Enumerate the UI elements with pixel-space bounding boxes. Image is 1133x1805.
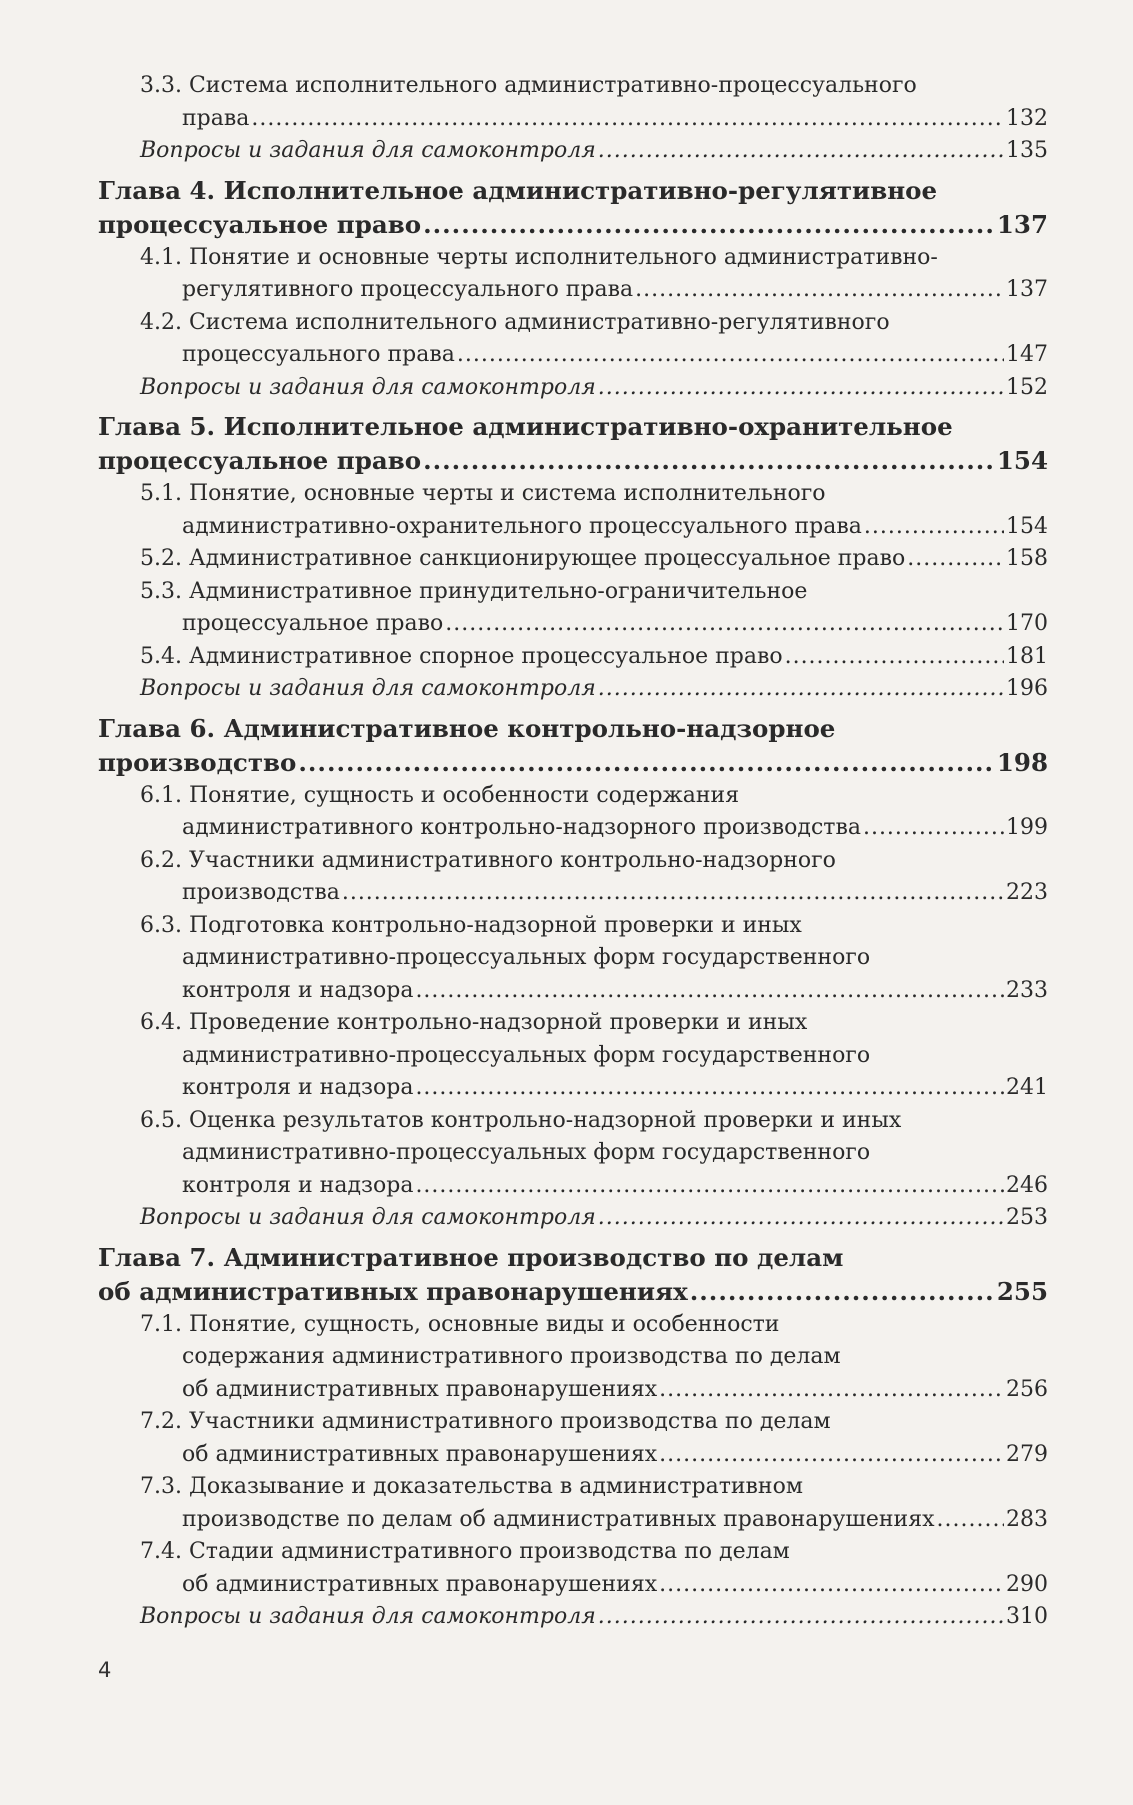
toc-section[interactable] [98,1536,1048,1601]
dot-leader [659,1374,1004,1407]
toc-entry-text: процессуальное право [98,209,422,239]
dot-leader [907,543,1004,576]
dot-leader [690,1275,995,1309]
toc-entry-text: производство [98,747,297,777]
toc-section[interactable] [98,478,1048,543]
toc-entry-text: процессуальное право [98,446,422,475]
toc-page-number: 135 [1006,138,1048,163]
toc-entry-text: об административных правонарушениях [182,1376,658,1402]
toc-page-number: 223 [1006,880,1048,905]
dot-leader [659,1439,1004,1472]
toc-questions[interactable] [98,135,1048,168]
toc-entry-text: административно-процессуальных форм государственного [182,1042,871,1068]
dot-leader [598,135,1004,168]
toc-entry-text: Вопросы и задания для самоконтроля [140,1205,596,1230]
toc-page-number: 158 [1006,546,1048,571]
toc-entry-text: 4.1. Понятие и основные черты исполнительного административно- [140,244,938,270]
toc-section[interactable] [98,1105,1048,1203]
toc-chapter[interactable] [98,174,1048,242]
toc-entry-text: процессуальное право [182,611,444,636]
dot-leader [298,746,994,780]
toc-entry-text: Глава 6. Административное контрольно-надзорное [98,713,836,743]
dot-leader [423,208,995,242]
dot-leader [251,103,1004,136]
toc-entry-text: контроля и надзора [182,1075,414,1100]
page-number: 4 [98,1658,112,1682]
dot-leader [423,444,995,478]
toc-chapter[interactable] [98,712,1048,780]
dot-leader [457,339,1004,372]
toc-questions[interactable] [98,673,1048,706]
toc-section[interactable] [98,543,1048,576]
dot-leader [445,608,1004,641]
toc-entry-text: контроля и надзора [182,977,414,1003]
toc-entry-text: 7.1. Понятие, сущность, основные виды и особенности [140,1311,780,1337]
toc-entry-text: 6.2. Участники административного контрольно-надзорного [140,847,836,873]
toc-section[interactable] [98,307,1048,372]
toc-page-number: 255 [996,1276,1048,1306]
dot-leader [598,1202,1004,1235]
toc-section[interactable] [98,641,1048,674]
dot-leader [415,975,1004,1008]
toc-entry-text: Глава 4. Исполнительное административно-регулятивное [98,175,938,205]
toc-entry-text: административного контрольно-надзорного производства [182,815,861,840]
toc-entry-text: права [182,105,250,131]
toc-chapter[interactable] [98,1241,1048,1309]
toc-section[interactable] [98,70,1048,135]
toc-entry-text: административно-охранительного процессуального права [182,513,862,539]
toc-entry-text: производстве по делам об административных правонарушениях [182,1506,935,1532]
toc-page-number: 170 [1006,611,1048,636]
toc-section[interactable] [98,1406,1048,1471]
toc-page-number: 279 [1006,1441,1048,1467]
toc-chapter[interactable] [98,410,1048,478]
toc-entry-text: об административных правонарушениях [182,1571,658,1597]
toc-entry-text: 6.3. Подготовка контрольно-надзорной проверки и иных [140,912,802,938]
dot-leader [598,1601,1004,1634]
toc-page-number: 283 [1006,1506,1048,1532]
toc-entry-text: регулятивного процессуального права [182,277,634,302]
toc-section[interactable] [98,576,1048,641]
toc-section[interactable] [98,1007,1048,1105]
toc-entry-text: 5.2. Административное санкционирующее процессуальное право [140,546,906,571]
toc-section[interactable] [98,1471,1048,1536]
toc-entry-text: Глава 5. Исполнительное административно-охранительное [98,412,953,441]
toc-entry-text: Глава 7. Административное производство по делам [98,1242,844,1272]
toc-entry-text: 3.3. Система исполнительного административно-процессуального [140,73,917,98]
toc-entry-text: 7.2. Участники административного производства по делам [140,1409,831,1434]
table-of-contents [98,70,1048,1634]
toc-entry-text: 5.4. Административное спорное процессуальное право [140,643,783,669]
toc-entry-text: 6.1. Понятие, сущность и особенности содержания [140,782,740,808]
dot-leader [863,812,1004,845]
toc-page-number: 137 [996,209,1048,239]
toc-questions[interactable] [98,1202,1048,1235]
dot-leader [659,1569,1004,1602]
toc-page-number: 154 [1006,513,1048,539]
toc-entry-text: Вопросы и задания для самоконтроля [140,1604,596,1629]
toc-entry-text: процессуального права [182,342,455,367]
toc-entry-text: производства [182,880,340,905]
toc-section[interactable] [98,242,1048,307]
toc-section[interactable] [98,780,1048,845]
toc-entry-text: Вопросы и задания для самоконтроля [140,374,596,400]
dot-leader [415,1170,1004,1203]
dot-leader [598,372,1004,405]
toc-section[interactable] [98,845,1048,910]
toc-page-number: 181 [1006,643,1048,669]
toc-entry-text: 6.5. Оценка результатов контрольно-надзорной проверки и иных [140,1107,902,1133]
toc-entry-text: 4.2. Система исполнительного административно-регулятивного [140,309,890,335]
toc-page-number: 253 [1006,1205,1048,1230]
toc-entry-text: административно-процессуальных форм государственного [182,945,871,970]
dot-leader [937,1504,1004,1537]
dot-leader [785,641,1004,674]
dot-leader [598,673,1004,706]
dot-leader [342,877,1004,910]
toc-page-number: 152 [1006,374,1048,400]
toc-entry-text: 6.4. Проведение контрольно-надзорной проверки и иных [140,1010,808,1035]
dot-leader [635,274,1004,307]
toc-page-number: 147 [1006,342,1048,367]
toc-entry-text: 7.4. Стадии административного производства по делам [140,1539,790,1564]
toc-page-number: 196 [1006,676,1048,701]
toc-entry-text: об административных правонарушениях [98,1276,688,1306]
toc-entry-text: Вопросы и задания для самоконтроля [140,676,596,701]
toc-page-number: 137 [1006,277,1048,302]
toc-entry-text: административно-процессуальных форм государственного [182,1140,871,1165]
toc-page-number: 198 [996,747,1048,777]
toc-entry-text: Вопросы и задания для самоконтроля [140,138,596,163]
toc-page-number: 290 [1006,1571,1048,1597]
toc-entry-text: об административных правонарушениях [182,1441,658,1467]
toc-entry-text: 5.3. Административное принудительно-ограничительное [140,578,808,604]
toc-entry-text: контроля и надзора [182,1172,414,1198]
toc-page-number: 132 [1006,105,1048,131]
toc-page-number: 233 [1006,977,1048,1003]
toc-questions[interactable] [98,372,1048,405]
toc-section[interactable] [98,910,1048,1008]
toc-entry-text: 7.3. Доказывание и доказательства в административном [140,1474,803,1499]
toc-entry-text: содержания административного производства по делам [182,1344,841,1369]
toc-page-number: 310 [1006,1604,1048,1629]
toc-page-number: 256 [1006,1376,1048,1402]
toc-page-number: 246 [1006,1172,1048,1198]
toc-page-number: 154 [996,446,1048,475]
dot-leader [415,1072,1004,1105]
dot-leader [864,511,1004,544]
toc-page-number: 199 [1006,815,1048,840]
toc-entry-text: 5.1. Понятие, основные черты и система исполнительного [140,481,826,506]
toc-page-number: 241 [1006,1075,1048,1100]
toc-section[interactable] [98,1309,1048,1407]
toc-questions[interactable] [98,1601,1048,1634]
